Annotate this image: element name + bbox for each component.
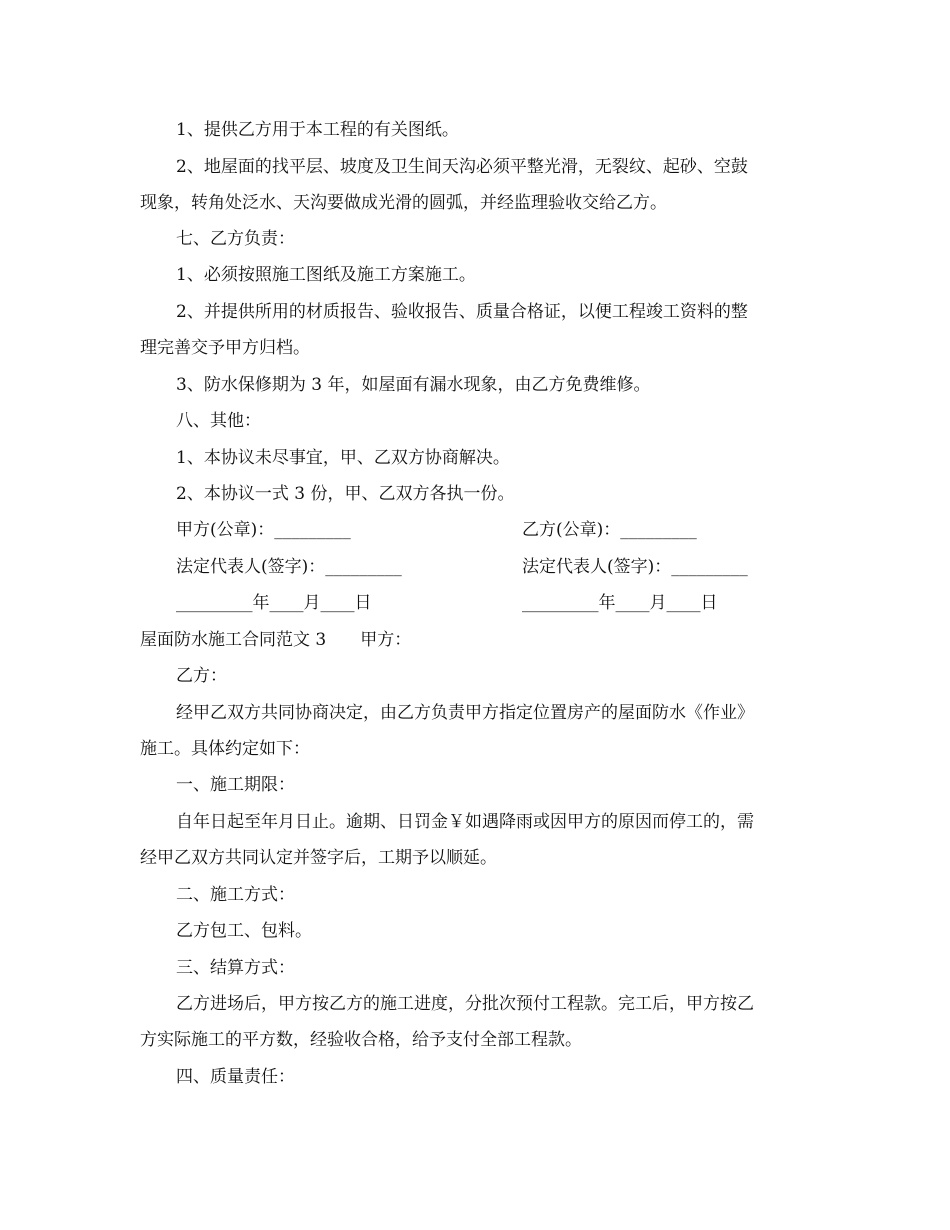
paragraph-line: 施工。具体约定如下： [140,739,310,759]
party-a-date: _________年____月____日 [176,593,372,613]
section-heading: 四、质量责任： [176,1067,295,1087]
paragraph-line: 乙方： [176,666,227,686]
section-heading: 一、施工期限： [176,775,295,795]
paragraph-line: 乙方进场后，甲方按乙方的施工进度，分批次预付工程款。完工后，甲方按乙 [176,994,754,1014]
party-a-seal: 甲方(公章)：_________ [176,520,351,540]
section-heading: 三、结算方式： [176,958,295,978]
paragraph-line: 经甲乙双方共同协商决定，由乙方负责甲方指定位置房产的屋面防水《作业》 [176,703,754,723]
paragraph-line: 自年日起至年月日止。逾期、日罚金￥如遇降雨或因甲方的原因而停工的，需 [176,812,754,832]
paragraph-line: 2、并提供所用的材质报告、验收报告、质量合格证，以便工程竣工资料的整 [176,302,748,322]
party-b-seal: 乙方(公章)：_________ [522,520,697,540]
paragraph-line: 经甲乙双方共同认定并签字后，工期予以顺延。 [140,848,497,868]
section-heading: 七、乙方负责： [176,229,295,249]
paragraph-line: 现象，转角处泛水、天沟要做成光滑的圆弧，并经监理验收交给乙方。 [140,193,667,213]
party-b-representative: 法定代表人(签字)：_________ [522,557,748,577]
paragraph-line: 理完善交予甲方归档。 [140,338,310,358]
paragraph-line: 1、必须按照施工图纸及施工方案施工。 [176,265,476,285]
paragraph-line: 1、本协议未尽事宜，甲、乙双方协商解决。 [176,448,510,468]
paragraph-line: 1、提供乙方用于本工程的有关图纸。 [176,120,459,140]
paragraph-line: 2、本协议一式 3 份，甲、乙双方各执一份。 [176,484,515,504]
section-heading: 八、其他： [176,411,261,431]
document-title-line: 屋面防水施工合同范文 3 甲方： [140,630,412,650]
party-b-date: _________年____月____日 [522,593,718,613]
paragraph-line: 2、地屋面的找平层、坡度及卫生间天沟必须平整光滑，无裂纹、起砂、空鼓 [176,157,748,177]
section-heading: 二、施工方式： [176,885,295,905]
paragraph-line: 3、防水保修期为 3 年，如屋面有漏水现象，由乙方免费维修。 [176,375,651,395]
paragraph-line: 方实际施工的平方数，经验收合格，给予支付全部工程款。 [140,1030,582,1050]
party-a-representative: 法定代表人(签字)：_________ [176,557,402,577]
paragraph-line: 乙方包工、包料。 [176,921,312,941]
